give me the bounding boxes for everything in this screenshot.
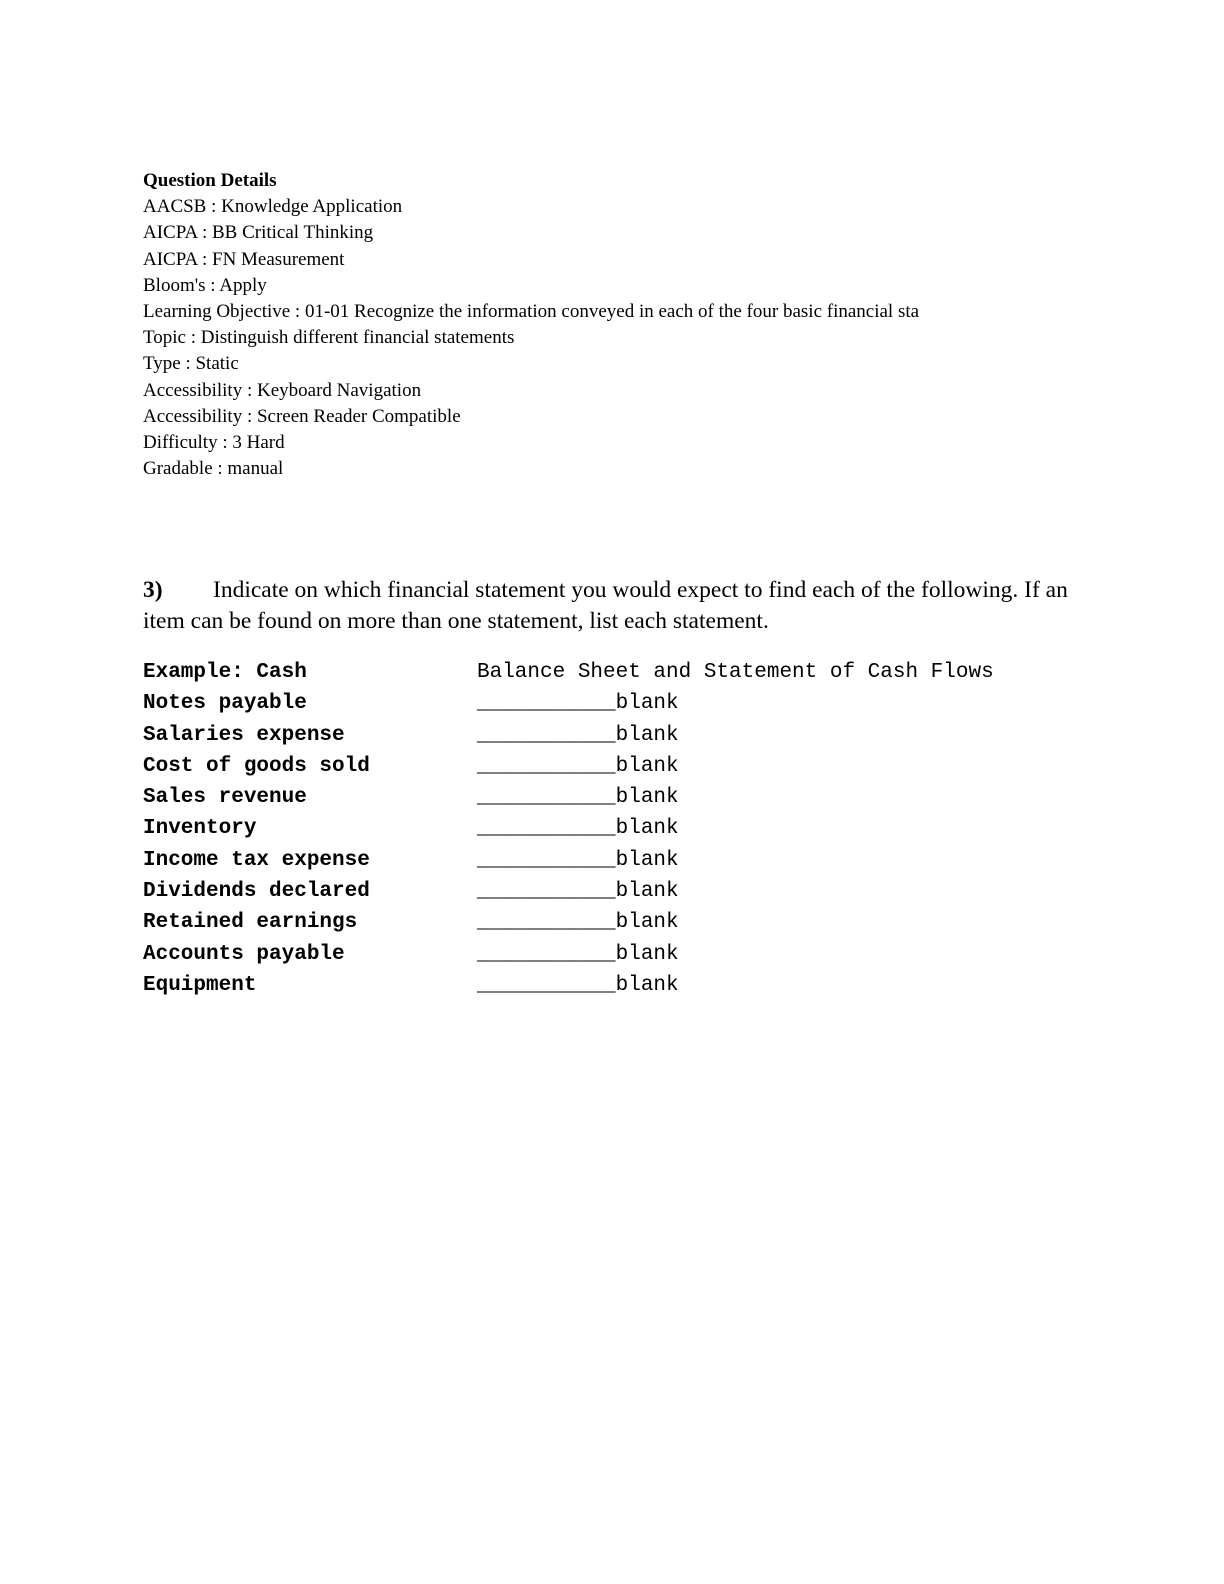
question-number: 3) xyxy=(143,577,163,603)
answer-blank[interactable]: ___________blank xyxy=(477,942,679,966)
detail-learning-objective: Learning Objective : 01-01 Recognize the information conveyed in each of the four basic financial sta xyxy=(143,301,920,323)
answer-blank[interactable]: ___________blank xyxy=(477,786,679,810)
item-label: Inventory xyxy=(143,817,257,841)
question-details-heading: Question Details xyxy=(143,170,277,191)
answer-blank[interactable]: ___________blank xyxy=(477,973,679,997)
answer-blank[interactable]: ___________blank xyxy=(477,692,679,716)
question-prompt xyxy=(143,575,1083,637)
detail-aicpa-bb: AICPA : BB Critical Thinking xyxy=(143,222,374,244)
item-label: Salaries expense xyxy=(143,723,345,747)
item-label: Example: Cash xyxy=(143,661,307,684)
item-label: Sales revenue xyxy=(143,786,307,810)
answer-blank[interactable]: ___________blank xyxy=(477,880,679,904)
detail-accessibility-screen-reader: Accessibility : Screen Reader Compatible xyxy=(143,405,461,427)
answer-blank[interactable]: ___________blank xyxy=(477,723,679,747)
answer-blank[interactable]: ___________blank xyxy=(477,817,679,841)
answer-blank[interactable]: ___________blank xyxy=(477,754,679,778)
answer-blank[interactable]: ___________blank xyxy=(477,848,679,872)
item-label: Retained earnings xyxy=(143,911,358,935)
detail-accessibility-keyboard: Accessibility : Keyboard Navigation xyxy=(143,379,422,401)
detail-aacsb: AACSB : Knowledge Application xyxy=(143,196,403,218)
item-label: Dividends declared xyxy=(143,880,370,904)
item-label: Income tax expense xyxy=(143,848,370,872)
detail-type: Type : Static xyxy=(143,353,239,375)
detail-gradable: Gradable : manual xyxy=(143,458,284,480)
detail-aicpa-fn: AICPA : FN Measurement xyxy=(143,248,345,270)
detail-difficulty: Difficulty : 3 Hard xyxy=(143,432,285,454)
detail-blooms: Bloom's : Apply xyxy=(143,274,267,296)
question-details xyxy=(143,168,919,482)
answer-blank[interactable]: ___________blank xyxy=(477,911,679,935)
item-label: Notes payable xyxy=(143,692,307,716)
detail-topic: Topic : Distinguish different financial statements xyxy=(143,327,515,349)
item-answer: Balance Sheet and Statement of Cash Flows xyxy=(477,661,994,684)
item-label: Equipment xyxy=(143,973,257,997)
item-label: Cost of goods sold xyxy=(143,754,370,778)
question-text: Indicate on which financial statement you would expect to find each of the following. If an item can be found on more than one statement, list each statement. xyxy=(143,577,1068,634)
item-label: Accounts payable xyxy=(143,942,345,966)
